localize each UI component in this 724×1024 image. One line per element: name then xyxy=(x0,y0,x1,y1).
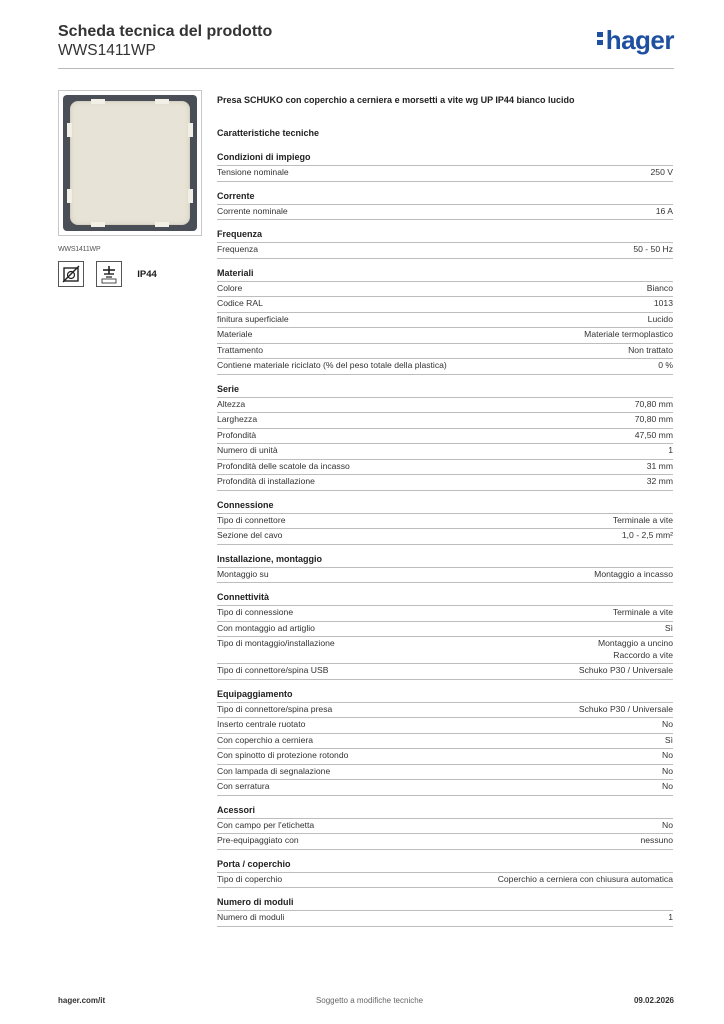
product-description: Presa SCHUKO con coperchio a cerniera e morsetti a vite wg UP IP44 bianco lucido xyxy=(217,95,575,105)
spec-row xyxy=(217,748,673,764)
hager-logo xyxy=(597,26,674,54)
spec-value: Materiale termoplastico xyxy=(584,329,673,339)
spec-label: Tensione nominale xyxy=(217,167,289,177)
spec-row xyxy=(217,443,673,459)
spec-row xyxy=(217,312,673,328)
section-title: Equipaggiamento xyxy=(217,688,293,699)
spec-label: Con serratura xyxy=(217,781,270,791)
spec-label: Codice RAL xyxy=(217,298,263,308)
spec-section xyxy=(217,897,673,927)
logo-text: hager xyxy=(605,25,674,55)
spec-row xyxy=(217,663,673,680)
spec-value: Montaggio a incasso xyxy=(594,568,673,579)
spec-row xyxy=(217,818,673,834)
spec-sections xyxy=(217,152,673,927)
product-image-frame xyxy=(58,90,202,236)
spec-row xyxy=(217,327,673,343)
spec-row xyxy=(217,459,673,475)
spec-label: finitura superficiale xyxy=(217,313,289,324)
footer-website[interactable]: hager.com/it xyxy=(58,996,106,1005)
spec-value: 16 A xyxy=(655,205,673,216)
spec-value: No xyxy=(662,765,673,776)
spec-value: Coperchio a cerniera con chiusura automatica xyxy=(497,873,673,884)
page-footer xyxy=(58,996,674,1005)
section-title: Installazione, montaggio xyxy=(217,553,323,564)
spec-section xyxy=(217,805,673,850)
spec-label: Tipo di connettore/spina USB xyxy=(217,665,329,675)
spec-section xyxy=(217,859,673,889)
footer-note: Soggetto a modifiche tecniche xyxy=(315,996,424,1005)
spec-value: 0 % xyxy=(658,360,673,370)
spec-row xyxy=(217,605,673,621)
ip44-badge xyxy=(134,261,160,287)
spec-label: Con lampada di segnalazione xyxy=(217,765,331,776)
spec-value: 32 mm xyxy=(646,476,673,486)
spec-row xyxy=(217,702,673,718)
spec-label: Con coperchio a cerniera xyxy=(217,734,314,745)
spec-value: 250 V xyxy=(650,167,673,177)
spec-value: 70,80 mm xyxy=(634,398,673,409)
spec-value: No xyxy=(662,750,673,760)
spec-label: Trattamento xyxy=(217,344,264,355)
spec-row xyxy=(217,358,673,375)
spec-label: Colore xyxy=(217,282,243,293)
spec-section xyxy=(217,689,673,796)
section-title: Connessione xyxy=(217,499,274,510)
spec-row xyxy=(217,833,673,850)
section-title: Materiali xyxy=(217,267,254,278)
spec-section xyxy=(217,268,673,375)
technical-characteristics-heading: Caratteristiche tecniche xyxy=(217,128,320,138)
spec-row xyxy=(217,165,673,182)
document-title: Scheda tecnica del prodotto xyxy=(58,23,273,40)
spec-label: Profondità delle scatole da incasso xyxy=(217,460,350,471)
spec-value: 1 xyxy=(668,912,673,922)
section-title: Acessori xyxy=(217,804,256,815)
spec-value: 1,0 - 2,5 mm² xyxy=(621,530,673,540)
spec-section xyxy=(217,152,673,182)
spec-section xyxy=(217,500,673,545)
product-sidebar xyxy=(58,90,202,287)
certification-icons xyxy=(58,261,202,287)
spec-label: Tipo di coperchio xyxy=(217,873,283,884)
spec-label: Numero di unità xyxy=(217,445,278,455)
spec-value: Montaggio a uncino Raccordo a vite xyxy=(597,638,673,660)
spec-row xyxy=(217,872,673,889)
spec-label: Materiale xyxy=(217,329,253,339)
section-title: Corrente xyxy=(217,190,255,201)
spec-value: Schuko P30 / Universale xyxy=(578,665,673,675)
spec-row xyxy=(217,621,673,637)
spec-label: Altezza xyxy=(217,398,246,409)
header-divider xyxy=(58,68,674,69)
spec-row xyxy=(217,412,673,428)
spec-value: 47,50 mm xyxy=(634,429,673,440)
spec-row xyxy=(217,733,673,749)
spec-row xyxy=(217,717,673,733)
spec-value: 1 xyxy=(668,445,673,455)
spec-label: Montaggio su xyxy=(217,568,269,579)
ip-rating-label: IP44 xyxy=(137,268,157,280)
section-title: Numero di moduli xyxy=(217,897,294,907)
spec-value: Schuko P30 / Universale xyxy=(578,703,673,714)
spec-label: Corrente nominale xyxy=(217,205,288,216)
spec-label: Con campo per l'etichetta xyxy=(217,819,315,830)
product-code-caption: WWS1411WP xyxy=(58,246,101,253)
spec-row xyxy=(217,397,673,413)
spec-value: Sì xyxy=(664,622,673,633)
spec-row xyxy=(217,528,673,545)
spec-row xyxy=(217,242,673,259)
spec-label: Profondità xyxy=(217,429,257,440)
spec-value: 70,80 mm xyxy=(634,414,673,424)
section-title: Connettività xyxy=(217,592,270,602)
spec-value: Lucido xyxy=(647,313,673,324)
document-subtitle: WWS1411WP xyxy=(58,42,156,59)
spec-value: Non trattato xyxy=(628,344,673,355)
spec-row xyxy=(217,296,673,312)
spec-label: Con spinotto di protezione rotondo xyxy=(217,750,349,760)
spec-value: No xyxy=(662,781,673,791)
spec-label: Larghezza xyxy=(217,414,258,424)
spec-label: Tipo di connettore/spina presa xyxy=(217,703,333,714)
spec-value: Bianco xyxy=(646,282,673,293)
spec-value: 50 - 50 Hz xyxy=(633,244,673,254)
spec-value: No xyxy=(662,719,673,729)
logo-mark-icon xyxy=(597,24,604,52)
spec-row xyxy=(217,343,673,359)
spec-value: Sì xyxy=(664,734,673,745)
product-image xyxy=(63,95,197,231)
spec-row xyxy=(217,474,673,491)
section-title: Serie xyxy=(217,383,240,394)
spec-row xyxy=(217,428,673,444)
spec-section xyxy=(217,384,673,491)
spec-section xyxy=(217,554,673,584)
spec-value: No xyxy=(662,819,673,830)
spec-row xyxy=(217,513,673,529)
spec-value: Terminale a vite xyxy=(612,514,673,525)
spec-section xyxy=(217,229,673,259)
spec-label: Profondità di installazione xyxy=(217,476,315,486)
spec-label: Frequenza xyxy=(217,244,259,254)
sensitive-device-icon xyxy=(58,261,84,287)
spec-label: Contiene materiale riciclato (% del peso totale della plastica) xyxy=(217,360,447,370)
section-title: Frequenza xyxy=(217,229,263,239)
spec-label: Con montaggio ad artiglio xyxy=(217,622,315,633)
spec-label: Tipo di connettore xyxy=(217,514,286,525)
spec-row xyxy=(217,779,673,796)
spec-section xyxy=(217,191,673,221)
spec-row xyxy=(217,636,673,663)
spec-label: Numero di moduli xyxy=(217,912,285,922)
section-title: Porta / coperchio xyxy=(217,858,291,869)
spec-value: 31 mm xyxy=(646,460,673,471)
spec-row xyxy=(217,567,673,584)
spec-row xyxy=(217,910,673,927)
page-header xyxy=(58,22,674,70)
protective-earth-icon xyxy=(96,261,122,287)
section-title: Condizioni di impiego xyxy=(217,152,311,162)
spec-row xyxy=(217,204,673,221)
footer-date: 09.02.2026 xyxy=(633,996,674,1005)
spec-value: Terminale a vite xyxy=(612,607,673,617)
spec-label: Inserto centrale ruotato xyxy=(217,719,306,729)
socket-cover xyxy=(70,101,190,225)
spec-label: Sezione del cavo xyxy=(217,530,283,540)
spec-content xyxy=(217,95,673,936)
spec-row xyxy=(217,281,673,297)
spec-label: Tipo di montaggio/installazione xyxy=(217,638,335,648)
spec-label: Tipo di connessione xyxy=(217,607,294,617)
spec-row xyxy=(217,764,673,780)
spec-value: nessuno xyxy=(640,835,673,845)
spec-value: 1013 xyxy=(653,298,673,308)
spec-section xyxy=(217,592,673,680)
spec-label: Pre-equipaggiato con xyxy=(217,835,299,845)
